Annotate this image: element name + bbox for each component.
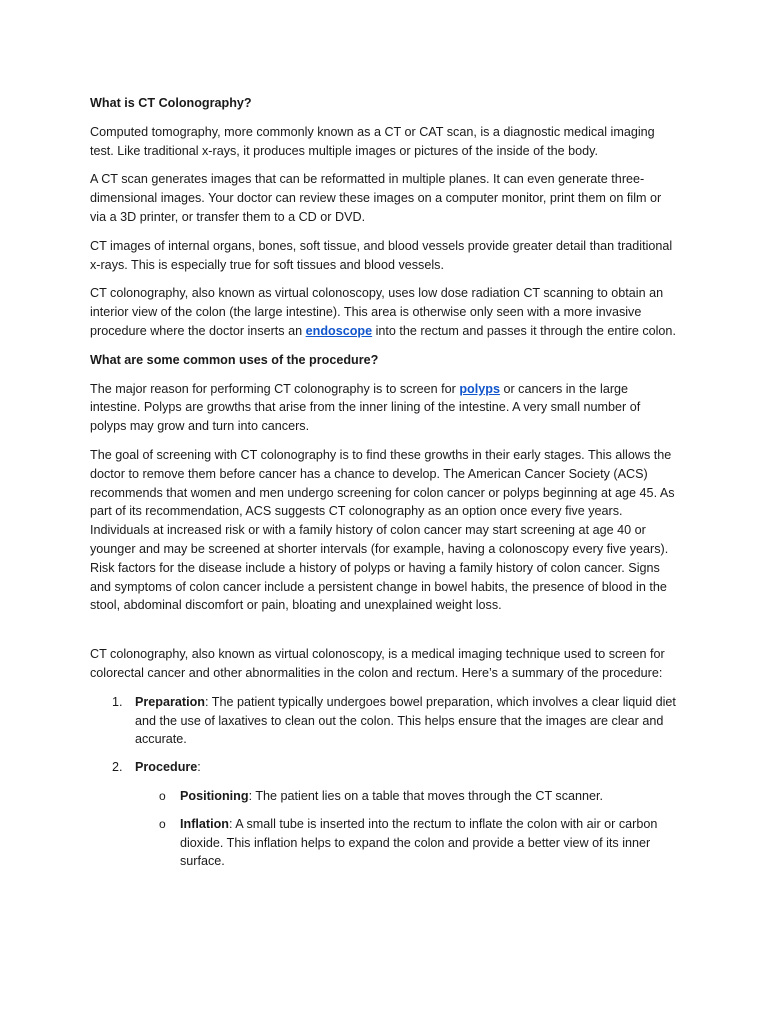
section-heading-what-is: What is CT Colonography? [90, 96, 252, 110]
term-procedure: Procedure [135, 760, 198, 775]
polyps-link[interactable]: polyps [459, 381, 500, 396]
term-positioning: Positioning [180, 788, 249, 803]
list-item-positioning [135, 787, 680, 806]
substep-text: : The patient lies on a table that moves through the CT scanner. [248, 788, 604, 803]
procedure-substeps-list [135, 787, 680, 871]
list-item-inflation [135, 815, 680, 871]
term-preparation: Preparation [135, 694, 205, 709]
paragraph-ct-images: A CT scan generates images that can be reformatted in multiple planes. It can even generate three-dimensional images. Your doctor can review these images on a computer monitor, print them on film or via a 3D printer, or transfer them to a CD or DVD. [90, 172, 662, 224]
paragraph-summary-intro: CT colonography, also known as virtual colonoscopy, is a medical imaging technique used to screen for colorectal cancer and other abnormalities in the colon and rectum. Here’s a summary of the procedure: [90, 647, 665, 680]
text-span: The major reason for performing CT colonography is to screen for [90, 381, 460, 396]
list-number: 1. [112, 694, 123, 709]
paragraph-screening-goal: The goal of screening with CT colonography is to find these growths in their early stages. This allows the doctor to remove them before cancer has a chance to develop. The American Cancer Society (ACS) recommends that women and men undergo screening for colon cancer or polyps beginning at age 45. As part of its recommendation, ACS suggests CT colonography as an option once every five years. Individuals at increased risk or with a family history of colon cancer may start screening at age 40 or younger and may be screened at shorter intervals (for example, having a colonoscopy every five years). Risk factors for the disease include a history of polyps or having a family history of colon cancer. Signs and symptoms of colon cancer include a persistent change in bowel habits, the presence of blood in the stool, abdominal discomfort or pain, bloating and unexplained weight loss. [90, 447, 675, 613]
bullet-icon: o [159, 816, 166, 831]
paragraph-virtual-colonoscopy [90, 284, 680, 340]
list-item-procedure [90, 758, 680, 871]
step-text: : [197, 760, 201, 775]
term-inflation: Inflation [180, 816, 229, 831]
paragraph-ct-definition: Computed tomography, more commonly known as a CT or CAT scan, is a diagnostic medical imaging test. Like traditional x-rays, it produces multiple images or pictures of the inside of the body. [90, 124, 655, 158]
substep-text: : A small tube is inserted into the rectum to inflate the colon with air or carbon dioxide. This inflation helps to expand the colon and provide a better view of its inner surface. [180, 816, 658, 869]
paragraph-polyps [90, 380, 680, 436]
section-heading-common-uses: What are some common uses of the procedure? [90, 352, 379, 367]
bullet-icon: o [159, 788, 166, 803]
text-span: or cancers in the large intestine. Polyps are growths that arise from the inner lining of the intestine. A very small number of polyps may grow and turn into cancers. [90, 381, 641, 434]
paragraph-ct-detail: CT images of internal organs, bones, soft tissue, and blood vessels provide greater detail than traditional x-rays. This is especially true for soft tissues and blood vessels. [90, 238, 673, 272]
list-number: 2. [112, 760, 123, 775]
step-text: : The patient typically undergoes bowel preparation, which involves a clear liquid diet and the use of laxatives to clean out the colon. This helps ensure that the images are clear and accurate. [135, 694, 676, 747]
spacer [90, 625, 680, 645]
procedure-steps-list [90, 693, 680, 871]
text-span: into the rectum and passes it through the entire colon. [372, 323, 676, 338]
list-item-preparation [90, 693, 680, 749]
endoscope-link[interactable]: endoscope [305, 323, 373, 338]
text-span: CT colonography, also known as virtual colonoscopy, uses low dose radiation CT scanning to obtain an interior view of the colon (the large intestine). This area is otherwise only seen with a more invasive procedure where the doctor inserts an [90, 286, 664, 338]
